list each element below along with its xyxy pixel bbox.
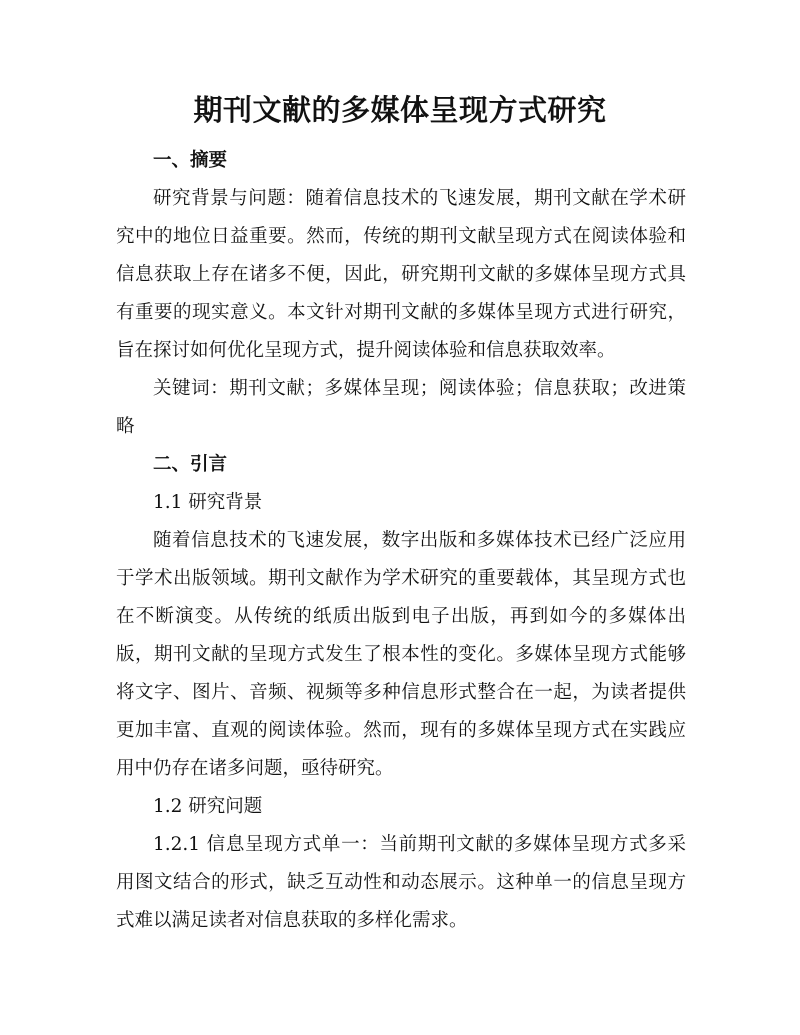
subsection-heading-1-1: 1.1 研究背景 <box>153 492 263 513</box>
abstract-heading: 一、摘要 <box>153 150 228 171</box>
background-paragraph: 随着信息技术的飞速发展，数字出版和多媒体技术已经广泛应用于学术出版领域。期刊文献作为学术研究的重要载体，其呈现方式也在不断演变。从传统的纸质出版到电子出版，再到如今的多媒体出版，期刊文献的呈现方式发生了根本性的变化。多媒体呈现方式能够将文字、图片、音频、视频等多种信息形式整合在一起，为读者提供更加丰富、直观的阅读体验。然而，现有的多媒体呈现方式在实践应用中仍存在诸多问题，亟待研究。 <box>116 530 686 779</box>
document-body <box>116 142 686 940</box>
research-problem-paragraph: 1.2.1 信息呈现方式单一：当前期刊文献的多媒体呈现方式多采用图文结合的形式，缺乏互动性和动态展示。这种单一的信息呈现方式难以满足读者对信息获取的多样化需求。 <box>116 834 686 931</box>
subsection-heading-1-2: 1.2 研究问题 <box>153 796 263 817</box>
introduction-heading: 二、引言 <box>153 454 228 475</box>
keywords-paragraph: 关键词：期刊文献；多媒体呈现；阅读体验；信息获取；改进策略 <box>116 378 686 437</box>
abstract-paragraph: 研究背景与问题：随着信息技术的飞速发展，期刊文献在学术研究中的地位日益重要。然而，传统的期刊文献呈现方式在阅读体验和信息获取上存在诸多不便，因此，研究期刊文献的多媒体呈现方式具有重要的现实意义。本文针对期刊文献的多媒体呈现方式进行研究，旨在探讨如何优化呈现方式，提升阅读体验和信息获取效率。 <box>116 188 686 361</box>
document-title: 期刊文献的多媒体呈现方式研究 <box>193 93 607 127</box>
